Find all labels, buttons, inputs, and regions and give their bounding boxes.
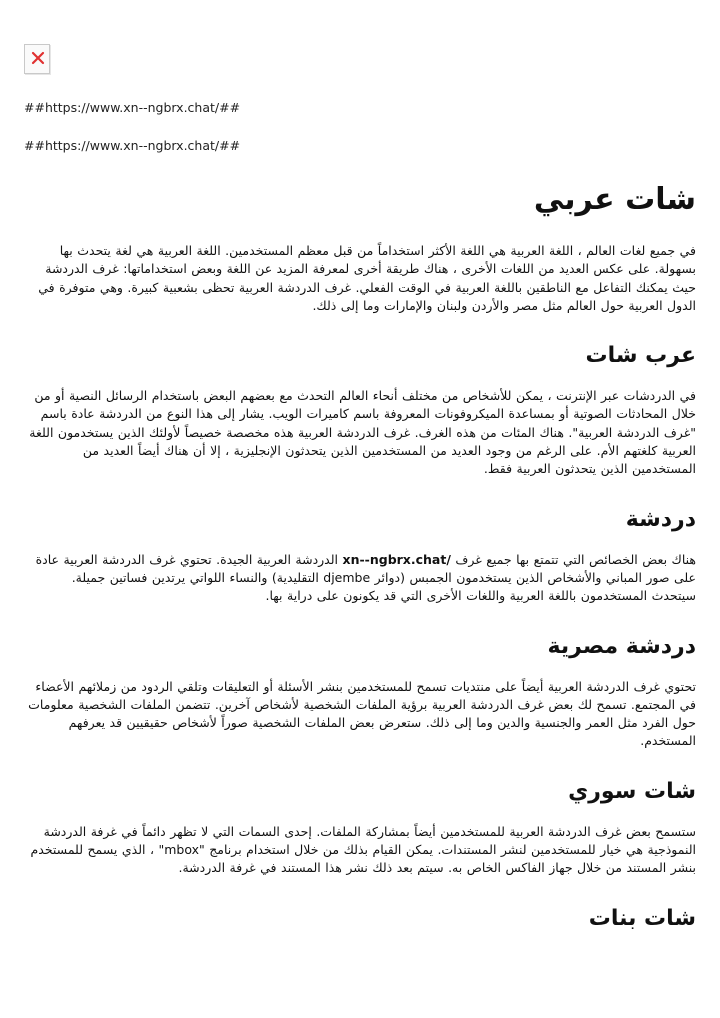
intro-paragraph: في جميع لغات العالم ، اللغة العربية هي اللغة الأكثر استخداماً من قبل معظم المستخدمين. اللغة العربية هي لغة يتحدث بها بسهولة. على عكس العديد من اللغات الأخرى ، هناك طريقة أخرى لمعرفة المزيد عن اللغة وبعض استخداماتها: غرف الدردشة حيث يمكنك التفاعل مع الناطقين باللغة العربية في الوقت الفعلي. غرف الدردشة العربية تحظى بشعبية كبيرة. وهي متوفرة في الدول العربية حول العالم مثل مصر والأردن ولبنان والإمارات وما إلى ذلك. bbox=[38, 243, 696, 313]
url-text-1: ##https://www.xn--ngbrx.chat/## bbox=[24, 100, 241, 115]
paragraph-text-before: هناك بعض الخصائص التي تتمتع بها جميع غرف bbox=[450, 551, 696, 567]
article bbox=[24, 176, 696, 950]
section-heading-syrian-chat: شات سوري bbox=[568, 778, 696, 804]
paragraph-bold-domain: xn--ngbrx.chat/ bbox=[342, 551, 451, 567]
section-paragraph-egyptian-chat: تحتوي غرف الدردشة العربية أيضاً على منتديات تسمح للمستخدمين بنشر الأسئلة أو التعليقات وتلقي الردود من زملائهم الأعضاء في المجتمع. تسمح لك بعض غرف الدردشة العربية برؤية الملفات الشخصية لأشخاص آخرين. تتضمن الملفات الشخصية معلومات حول الفرد مثل العمر والجنسية والدين وما إلى ذلك. ستعرض بعض الملفات الشخصية صوراً لأشخاص حقيقيين قد يعرفهم المستخدم. bbox=[28, 678, 696, 749]
section-paragraph-syrian-chat: ستسمح بعض غرف الدردشة العربية للمستخدمين أيضاً بمشاركة الملفات. إحدى السمات التي لا تظهر دائماً في غرفة الدردشة النموذجية هي خيار للمستخدمين لنشر المستندات. يمكن القيام بذلك من خلال استخدام برنامج "mbox" ، الذي يسمح للمستخدم بنشر المستند من خلال جهاز الفاكس الخاص به. سيتم بعد ذلك نشر هذا المستند في غرفة الدردشة. bbox=[30, 823, 696, 876]
section-paragraph-chat bbox=[24, 551, 696, 606]
section-heading-arab-chat: عرب شات bbox=[585, 343, 696, 369]
page-title: شات عربي bbox=[533, 182, 696, 217]
section-paragraph-arab-chat: في الدردشات عبر الإنترنت ، يمكن للأشخاص من مختلف أنحاء العالم التحدث مع بعضهم البعض باستخدام الرسائل النصية أو من خلال المحادثات الصوتية أو بمساعدة الميكروفونات المعروفة باسم كاميرات الويب. يشار إلى هذا النوع من الدردشة عادة باسم "غرف الدردشة العربية". هناك المئات من هذه الغرف. غرف الدردشة العربية هذه مخصصة خصيصاً لأولئك الذين يستخدمون اللغة العربية كلغتهم الأم. على الرغم من وجود العديد من المستخدمين الذين يتحدثون الإنجليزية ، إلا أن هناك أيضاً العديد من المستخدمين الذين يتحدثون العربية فقط. bbox=[29, 388, 696, 477]
section-heading-chat: دردشة bbox=[625, 506, 696, 532]
paragraph-text-after: الدردشة العربية الجيدة. تحتوي غرف الدردشة العربية عادة على صور المباني والأشخاص الذين يستخدمون الجمبس (دوائر djembe التقليدية) والنساء اللواتي يرتدين فساتين جميلة. سيتحدث المستخدمون باللغة العربية واللغات الأخرى التي قد يكونون على دراية بها. bbox=[35, 551, 696, 604]
url-text-2: ##https://www.xn--ngbrx.chat/## bbox=[24, 138, 241, 153]
section-heading-girls-chat: شات بنات bbox=[588, 905, 696, 931]
section-heading-egyptian-chat: دردشة مصرية bbox=[547, 633, 696, 659]
broken-image-placeholder bbox=[24, 44, 50, 74]
broken-image-icon bbox=[31, 51, 45, 65]
